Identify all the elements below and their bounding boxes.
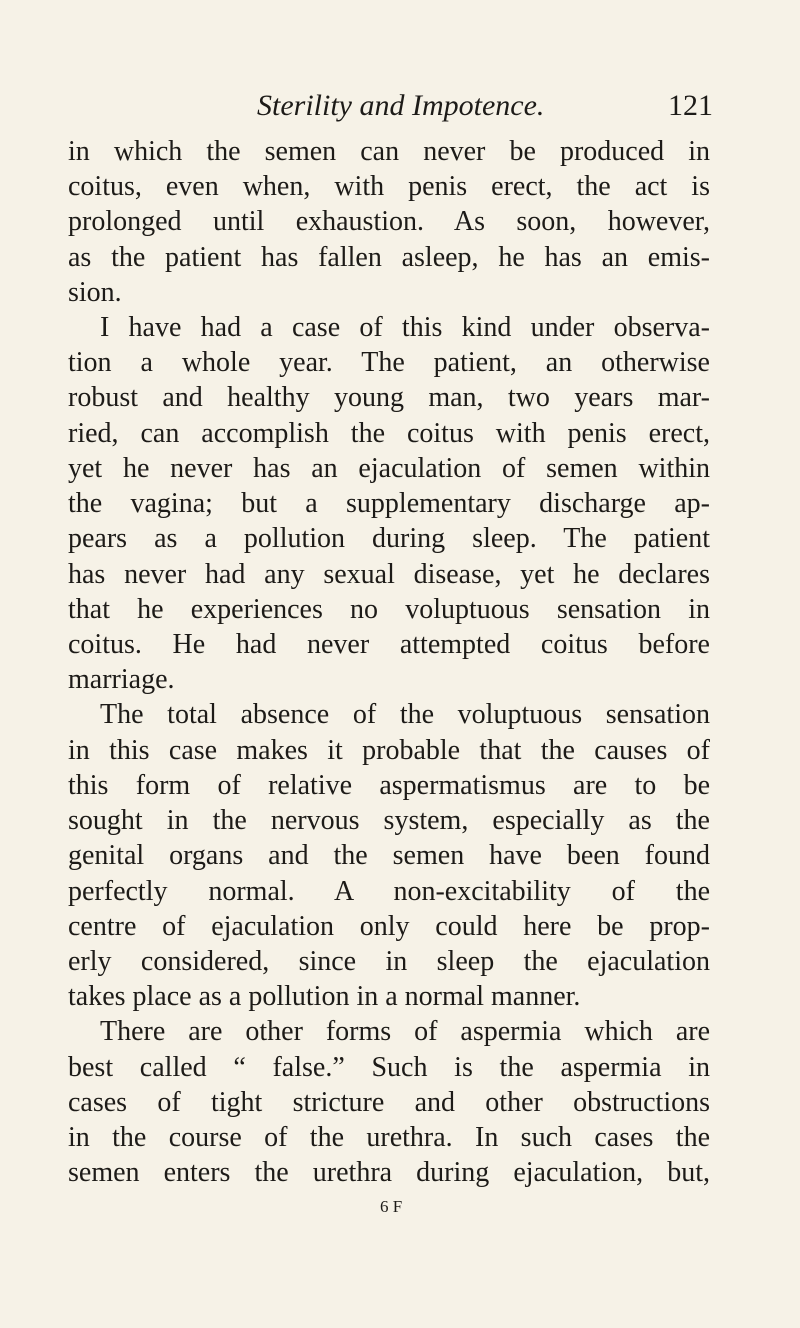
text-line: has never had any sexual disease, yet he declares	[68, 559, 710, 590]
running-title: Sterility and Impotence.	[257, 89, 545, 122]
text-line: perfectly normal. A non-excitability of the	[68, 876, 710, 907]
text-line: centre of ejaculation only could here be prop-	[68, 911, 710, 942]
text-line: sought in the nervous system, especially as the	[68, 805, 710, 836]
text-line: tion a whole year. The patient, an otherwise	[68, 347, 710, 378]
text-line: robust and healthy young man, two years mar-	[68, 382, 710, 413]
text-line: marriage.	[68, 664, 175, 695]
text-line: coitus. He had never attempted coitus before	[68, 629, 710, 660]
text-line: yet he never has an ejaculation of semen within	[68, 453, 710, 484]
text-line: I have had a case of this kind under observa-	[100, 312, 710, 343]
text-line: takes place as a pollution in a normal manner.	[68, 981, 581, 1012]
text-line: in the course of the urethra. In such cases the	[68, 1122, 710, 1153]
text-line: in this case makes it probable that the causes of	[68, 735, 710, 766]
text-line: in which the semen can never be produced in	[68, 136, 710, 167]
text-line: The total absence of the voluptuous sensation	[100, 699, 710, 730]
text-line: coitus, even when, with penis erect, the act is	[68, 171, 710, 202]
text-line: as the patient has fallen asleep, he has an emis-	[68, 242, 710, 273]
text-line: genital organs and the semen have been found	[68, 840, 710, 871]
text-line: pears as a pollution during sleep. The patient	[68, 523, 710, 554]
signature-mark: 6 F	[380, 1197, 403, 1216]
text-line: best called “ false.” Such is the aspermia in	[68, 1052, 710, 1083]
text-line: prolonged until exhaustion. As soon, however,	[68, 206, 710, 237]
text-line: that he experiences no voluptuous sensation in	[68, 594, 710, 625]
text-line: semen enters the urethra during ejaculation, but,	[68, 1157, 710, 1188]
text-line: the vagina; but a supplementary discharge ap-	[68, 488, 710, 519]
body-text	[68, 134, 710, 1204]
text-line: ried, can accomplish the coitus with penis erect,	[68, 418, 710, 449]
text-line: sion.	[68, 277, 122, 308]
page-number: 121	[668, 89, 713, 122]
text-line: erly considered, since in sleep the ejaculation	[68, 946, 710, 977]
text-line: cases of tight stricture and other obstructions	[68, 1087, 710, 1118]
text-line: There are other forms of aspermia which are	[100, 1016, 710, 1047]
text-line: this form of relative aspermatismus are to be	[68, 770, 710, 801]
running-head	[257, 86, 713, 126]
